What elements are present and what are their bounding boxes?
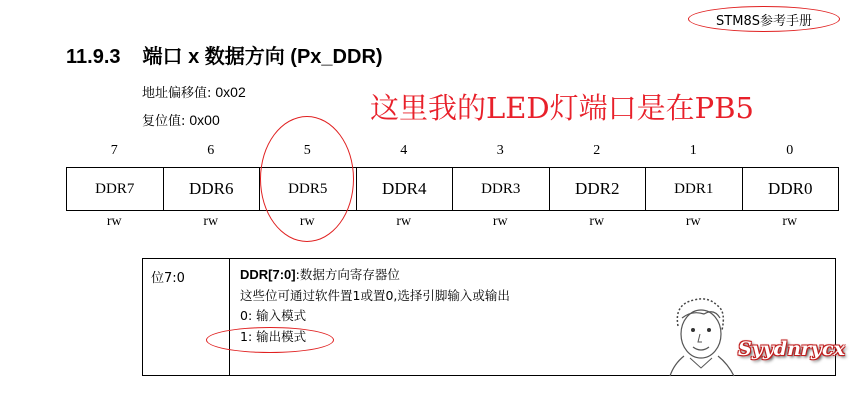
bit-access: rw <box>782 214 798 229</box>
field-name: DDR[7:0] <box>240 267 296 282</box>
address-offset <box>142 82 246 101</box>
section-title <box>66 40 383 69</box>
ddr5-highlight-circle <box>260 116 354 242</box>
bit-field-ddr5: DDR5 <box>259 168 356 210</box>
description-line: 0: 输入模式 <box>240 308 307 323</box>
bit-number: 3 <box>496 143 504 158</box>
bit-access: rw <box>106 214 122 229</box>
cartoon-face-icon <box>664 296 740 378</box>
address-offset-label: 地址偏移值: <box>142 86 212 101</box>
field-description: :数据方向寄存器位 <box>295 267 400 282</box>
bit-access: rw <box>685 214 701 229</box>
bit-access-row <box>66 214 838 230</box>
section-number: 11.9.3 <box>66 46 121 68</box>
bit-field-ddr2: DDR2 <box>549 168 646 210</box>
register-bit-fields <box>66 167 839 211</box>
bit-access: rw <box>492 214 508 229</box>
bit-number: 1 <box>689 143 697 158</box>
bit-field-ddr4: DDR4 <box>356 168 453 210</box>
bit-field-ddr3: DDR3 <box>452 168 549 210</box>
author-signature: Syydnrycx <box>738 338 845 360</box>
section-heading: 端口 x 数据方向 (Px_DDR) <box>142 46 383 68</box>
bit-access: rw <box>203 214 219 229</box>
bit-number: 5 <box>303 143 311 158</box>
bit-number: 7 <box>110 143 118 158</box>
description-line: 这些位可通过软件置1或置0,选择引脚输入或输出 <box>240 287 510 303</box>
handwritten-annotation: 这里我的LED灯端口是在PB5 <box>370 91 754 125</box>
reset-value-value: 0x00 <box>189 112 220 128</box>
bit-number: 4 <box>400 143 408 158</box>
bit-field-ddr6: DDR6 <box>163 168 260 210</box>
description-line: 1: 输出模式 <box>240 328 307 344</box>
description-body <box>230 259 510 375</box>
bit-field-ddr0: DDR0 <box>742 168 839 210</box>
address-offset-value: 0x02 <box>215 84 246 100</box>
bit-access: rw <box>396 214 412 229</box>
bit-number: 6 <box>207 143 215 158</box>
reset-value-label: 复位值: <box>142 114 186 129</box>
bit-access: rw <box>589 214 605 229</box>
bit-number: 2 <box>593 143 601 158</box>
bit-field-ddr1: DDR1 <box>645 168 742 210</box>
reset-value <box>142 110 220 129</box>
bit-number-row <box>66 143 838 159</box>
description-bit-range: 位7:0 <box>143 259 230 375</box>
bit-access: rw <box>299 214 315 229</box>
output-mode-highlight-circle <box>206 327 334 353</box>
bit-field-ddr7: DDR7 <box>95 180 135 197</box>
doc-reference-label: STM8S参考手册 <box>688 6 840 32</box>
bit-number: 0 <box>786 143 794 158</box>
description-heading <box>240 265 510 286</box>
